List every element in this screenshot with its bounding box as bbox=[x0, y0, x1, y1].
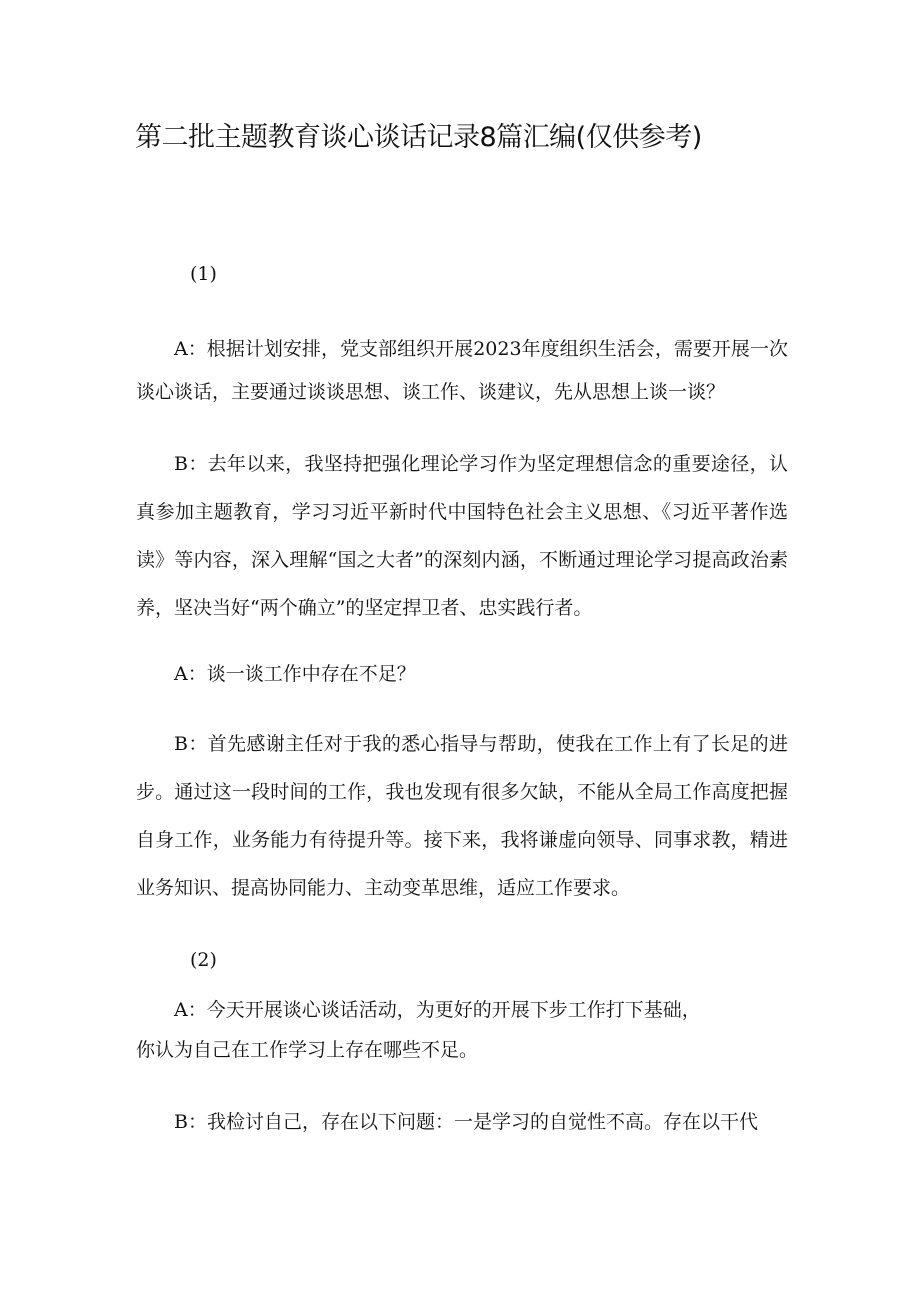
paragraph: B：首先感谢主任对于我的悉心指导与帮助，使我在工作上有了长足的进步。通过这一段时间的工作，我也发现有很多欠缺，不能从全局工作高度把握自身工作，业务能力有待提升等。接下来，我将谦虚向领导、同事求教，精进业务知识、提高协同能力、主动变革思维，适应工作要求。 bbox=[136, 733, 788, 899]
paragraph bbox=[136, 990, 788, 1070]
paragraph: A：谈一谈工作中存在不足？ bbox=[174, 663, 416, 685]
paragraph-line: A：今天开展谈心谈话活动，为更好的开展下步工作打下基础， bbox=[174, 999, 701, 1021]
section-number: (1) bbox=[190, 263, 217, 285]
section-number: (2) bbox=[190, 949, 217, 971]
paragraph: B：去年以来，我坚持把强化理论学习作为坚定理想信念的重要途径，认真参加主题教育，学习习近平新时代中国特色社会主义思想、《习近平著作选读》等内容，深入理解“国之大者”的深刻内涵，不断通过理论学习提高政治素养，坚决当好“两个确立”的坚定捍卫者、忠实践行者。 bbox=[136, 453, 788, 619]
paragraph: B：我检讨自己，存在以下问题：一是学习的自觉性不高。存在以干代 bbox=[174, 1111, 758, 1133]
paragraph-line: 你认为自己在工作学习上存在哪些不足。 bbox=[136, 1039, 479, 1061]
paragraph: A：根据计划安排，党支部组织开展2023年度组织生活会，需要开展一次谈心谈话，主要通过谈谈思想、谈工作、谈建议，先从思想上谈一谈？ bbox=[136, 338, 788, 403]
document-title: 第二批主题教育谈心谈话记录8篇汇编(仅供参考) bbox=[135, 122, 702, 153]
